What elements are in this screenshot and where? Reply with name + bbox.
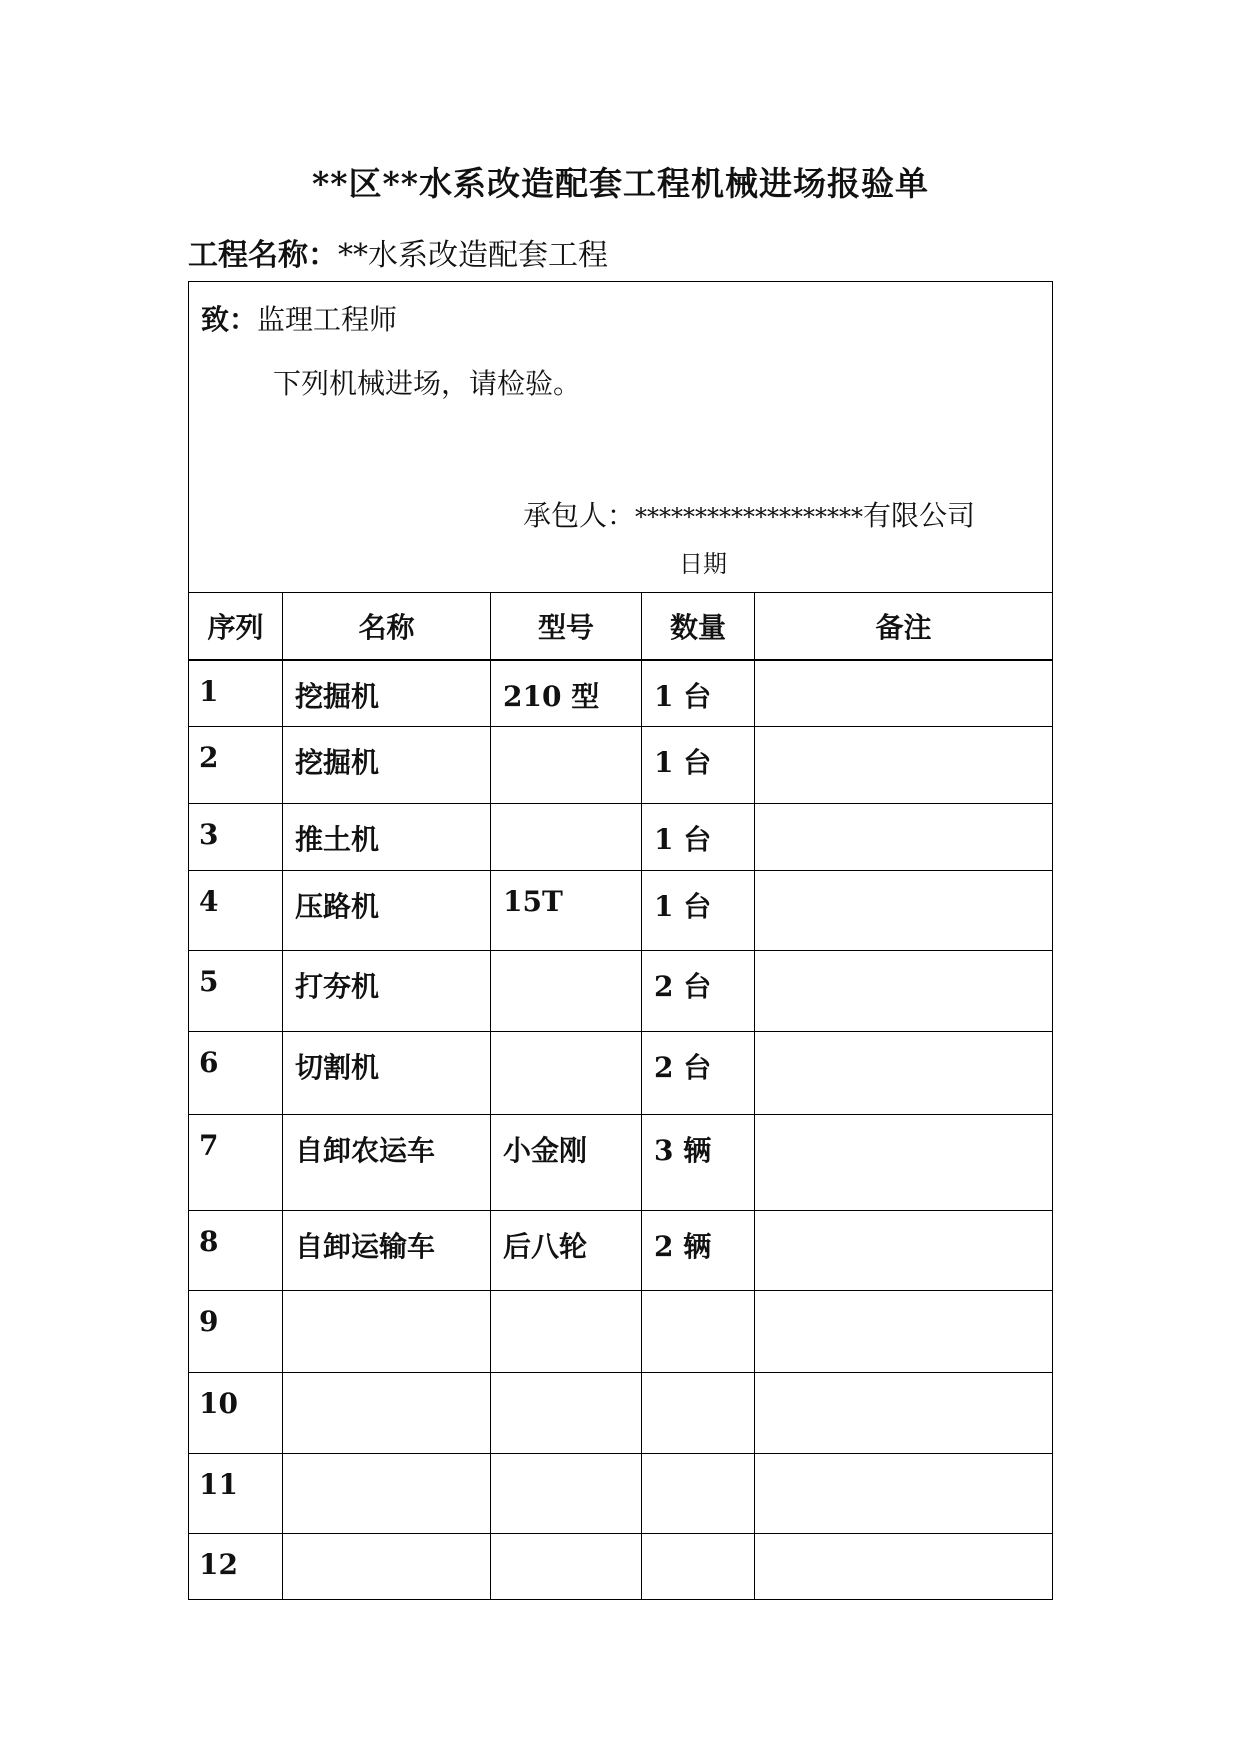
machine-name-cell <box>283 1372 491 1453</box>
contractor-line <box>523 494 975 534</box>
table-row <box>189 870 1053 950</box>
machine-name-cell: 自卸运输车 <box>283 1210 491 1290</box>
row-number-cell: 2 <box>189 726 283 803</box>
remarks-cell <box>755 870 1053 950</box>
row-number-cell: 11 <box>189 1453 283 1533</box>
machine-name-cell: 自卸农运车 <box>283 1114 491 1210</box>
column-header: 名称 <box>283 593 491 661</box>
contractor-stars: ******************* <box>635 503 864 531</box>
model-cell <box>491 1031 642 1114</box>
remarks-cell <box>755 1533 1053 1599</box>
remarks-cell <box>755 1372 1053 1453</box>
equipment-inspection-table <box>188 281 1053 1600</box>
row-number-cell: 12 <box>189 1533 283 1599</box>
row-number-cell: 7 <box>189 1114 283 1210</box>
contractor-label: 承包人： <box>523 499 636 532</box>
project-name-value: **水系改造配套工程 <box>338 238 608 273</box>
table-row <box>189 1031 1053 1114</box>
row-number-cell: 9 <box>189 1290 283 1372</box>
row-number-cell: 4 <box>189 870 283 950</box>
quantity-cell: 2 台 <box>642 1031 755 1114</box>
model-cell <box>491 1453 642 1533</box>
machine-name-cell: 压路机 <box>283 870 491 950</box>
machine-name-cell <box>283 1290 491 1372</box>
model-cell <box>491 726 642 803</box>
quantity-cell: 1 台 <box>642 870 755 950</box>
table-row <box>189 803 1053 870</box>
remarks-cell <box>755 950 1053 1031</box>
quantity-cell: 2 台 <box>642 950 755 1031</box>
table-row <box>189 1453 1053 1533</box>
column-header: 型号 <box>491 593 642 661</box>
model-cell: 小金刚 <box>491 1114 642 1210</box>
remarks-cell <box>755 1210 1053 1290</box>
quantity-cell: 1 台 <box>642 660 755 726</box>
to-label: 致： <box>201 303 258 336</box>
row-number-cell: 8 <box>189 1210 283 1290</box>
remarks-cell <box>755 660 1053 726</box>
addressee-section <box>189 282 1053 593</box>
date-label: 日期 <box>679 550 727 578</box>
model-cell <box>491 1290 642 1372</box>
quantity-cell <box>642 1372 755 1453</box>
machine-name-cell: 挖掘机 <box>283 660 491 726</box>
project-name-line <box>188 230 608 274</box>
quantity-cell: 3 辆 <box>642 1114 755 1210</box>
to-value: 监理工程师 <box>257 303 398 336</box>
machine-name-cell: 切割机 <box>283 1031 491 1114</box>
model-cell <box>491 1372 642 1453</box>
row-number-cell: 5 <box>189 950 283 1031</box>
quantity-cell <box>642 1533 755 1599</box>
remarks-cell <box>755 1290 1053 1372</box>
machine-name-cell <box>283 1533 491 1599</box>
machine-name-cell: 打夯机 <box>283 950 491 1031</box>
quantity-cell: 2 辆 <box>642 1210 755 1290</box>
model-cell <box>491 1533 642 1599</box>
remarks-cell <box>755 726 1053 803</box>
remarks-cell <box>755 1031 1053 1114</box>
model-cell: 后八轮 <box>491 1210 642 1290</box>
table-row <box>189 950 1053 1031</box>
quantity-cell <box>642 1453 755 1533</box>
remarks-cell <box>755 803 1053 870</box>
column-header: 数量 <box>642 593 755 661</box>
table-row <box>189 1114 1053 1210</box>
machine-name-cell: 推土机 <box>283 803 491 870</box>
machine-name-cell <box>283 1453 491 1533</box>
quantity-cell: 1 台 <box>642 803 755 870</box>
row-number-cell: 3 <box>189 803 283 870</box>
machine-name-cell: 挖掘机 <box>283 726 491 803</box>
row-number-cell: 1 <box>189 660 283 726</box>
table-row <box>189 660 1053 726</box>
table-row <box>189 1372 1053 1453</box>
row-number-cell: 6 <box>189 1031 283 1114</box>
column-header-row <box>189 593 1053 661</box>
remarks-cell <box>755 1114 1053 1210</box>
column-header: 备注 <box>755 593 1053 661</box>
intro-text: 下列机械进场，请检验。 <box>273 367 582 400</box>
table-row <box>189 1290 1053 1372</box>
remarks-cell <box>755 1453 1053 1533</box>
model-cell <box>491 950 642 1031</box>
contractor-suffix: 有限公司 <box>863 499 976 532</box>
table-row <box>189 1533 1053 1599</box>
model-cell: 210 型 <box>491 660 642 726</box>
table-row <box>189 726 1053 803</box>
model-cell: 15T <box>491 870 642 950</box>
model-cell <box>491 803 642 870</box>
addressee-line <box>201 298 397 338</box>
quantity-cell <box>642 1290 755 1372</box>
table-row <box>189 1210 1053 1290</box>
row-number-cell: 10 <box>189 1372 283 1453</box>
document-title: **区**水系改造配套工程机械进场报验单 <box>311 164 930 203</box>
column-header: 序列 <box>189 593 283 661</box>
quantity-cell: 1 台 <box>642 726 755 803</box>
project-name-label: 工程名称： <box>188 238 338 273</box>
